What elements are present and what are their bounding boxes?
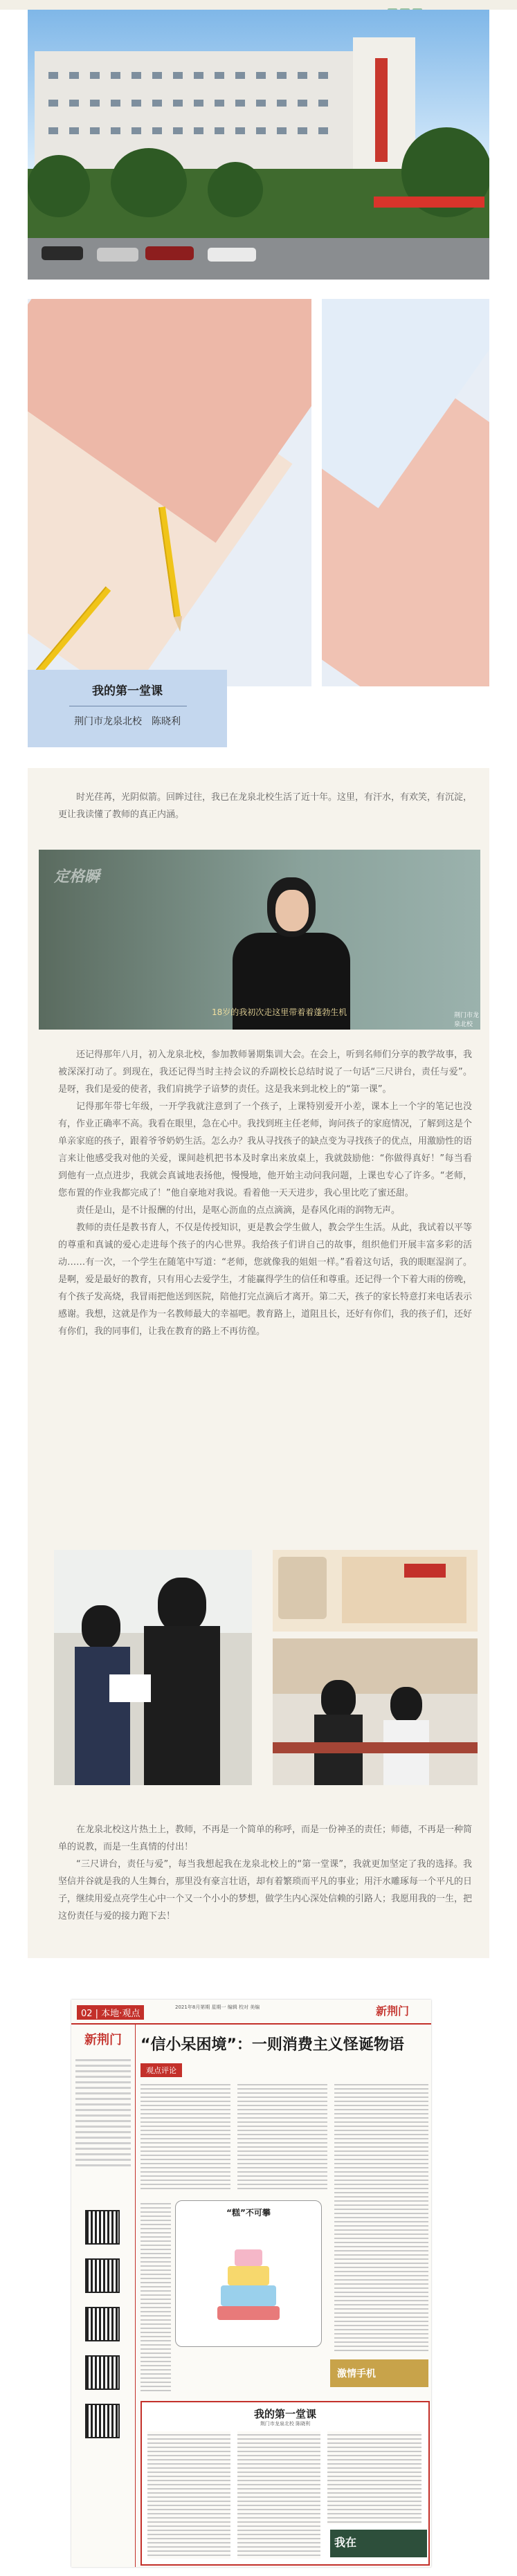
body-text — [58, 1046, 472, 1340]
poster-photo — [273, 1550, 478, 1632]
article-title: 我的第一堂课 — [92, 684, 163, 698]
ad-text: 激情手机 — [337, 2368, 376, 2379]
newspaper-date: 2021年8月第期 星期一 编辑 校对 美编 — [175, 2004, 260, 2010]
video-caption: 18岁的我初次走这里带着着蓬勃生机 — [212, 1007, 347, 1017]
bottom-ad-text: 我在 — [334, 2536, 357, 2549]
closing-paragraph: 在龙泉北校这片热土上，教师，不再是一个简单的称呼，而是一份神圣的责任；师德，不再是一种简单的说教，而是一生真情的付出！ — [58, 1825, 473, 1852]
body-paragraph: 责任是山，是不计报酬的付出，是呕心沥血的点点滴滴，是春风化雨的润物无声。 — [76, 1205, 401, 1216]
article-byline: 荆门市龙泉北校 陈晓利 — [74, 716, 181, 727]
reprinted-article-title: 我的第一堂课 — [253, 2408, 316, 2420]
text-column — [327, 2431, 421, 2524]
hallway-photo — [273, 1638, 478, 1785]
body-paragraph: 记得那年带七年级，一开学我就注意到了一个孩子，上课特别爱开小差，课本上一个字的笔记也没有，作业正确率不高。我看在眼里，急在心中。我找到班主任老师，询问孩子的家庭情况，了解到这是个单亲家庭的孩子，跟着爷爷奶奶生活。怎么办？我从寻找孩子的缺点变为寻找孩子的优点，用激励性的语言来让他感受我对他的关爱，课间趁机把书本及时拿出来放桌上，我就鼓励他：“你做得真好！”每当看到他有一点点进步，我就会真诚地表扬他，慢慢地，他开始主动问我问题，上课也专心了许多。“老师，您布置的作业我都完成了！”他自豪地对我说。看着他一天天进步，我心里比吃了蜜还甜。 — [58, 1102, 473, 1198]
teacher-student-photo — [54, 1550, 252, 1785]
text-column — [237, 2431, 320, 2559]
cake-icon — [217, 2249, 280, 2326]
closing-text — [58, 1821, 472, 1925]
top-strip — [0, 0, 517, 10]
newspaper-page — [71, 2000, 431, 2567]
closing-paragraph: “三尺讲台，责任与爱”，每当我想起我在龙泉北校上的“第一堂课”，我就更加坚定了我的选择。我坚信并谷就是我的人生舞台，那里没有豪言壮语，却有着繁琐而平凡的事业；用汗水雕琢每一个平凡的日子，继续用爱点亮学生心中一个又一个小小的梦想，做学生内心深处信赖的引路人；我愿用我的一生，把这份责任与爱的接力跑下去！ — [58, 1859, 473, 1921]
qr-code-icon — [87, 2211, 118, 2243]
red-banner — [374, 197, 484, 208]
newspaper-brand: 新荆门 — [376, 2004, 410, 2018]
video-logo: 荆门市龙泉北校 — [454, 1012, 480, 1028]
text-column — [334, 2081, 428, 2351]
text-column — [140, 2081, 230, 2192]
newspaper-section: 02 | 本地·观点 — [77, 2005, 144, 2020]
newspaper-headline: “信小呆困境”：一则消费主义怪诞物语 — [140, 2036, 404, 2054]
newspaper-sidebar — [71, 2025, 136, 2567]
pencil-paper-image-right — [322, 299, 489, 686]
classroom-video-still — [39, 850, 480, 1030]
photo-collage — [54, 1550, 478, 1785]
text-column — [147, 2431, 230, 2559]
cartoon-title: “糕”不可攀 — [226, 2208, 271, 2218]
newspaper-header — [71, 2000, 431, 2025]
qr-code-icon — [87, 2308, 118, 2340]
body-paragraph: 教师的责任是教书育人，不仅是传授知识，更是教会学生做人，教会学生生活。从此，我试着以平等的尊重和真诚的爱心走进每个孩子的内心世界。我给孩子们讲自己的故事，组织他们开展丰富多彩的活动……有一次，一个学生在随笔中写道：“老师，您就像我的姐姐一样。”看着这句话，我的眼眶湿润了。是啊，爱是最好的教育，只有用心去爱学生，才能赢得学生的信任和尊重。还记得一个下着大雨的傍晚，有个孩子发高烧，我冒雨把他送到医院，陪他打完点滴后才离开。第二天，孩子的家长特意打来电话表示感谢。我想，这就是作为一名教师最大的幸福吧。教育路上，道阻且长，还好有你们，我的孩子们，还好有你们，我的同事们，让我在教育的路上不再彷徨。 — [58, 1223, 473, 1337]
road — [28, 238, 489, 280]
qr-code-icon — [87, 2405, 118, 2437]
cartoon-illustration — [175, 2200, 322, 2347]
body-paragraph: 还记得那年八月，初入龙泉北校，参加教师暑期集训大会。在会上，听到名师们分享的教学故事，我被深深打动了。到现在，我还记得当时主持会议的乔副校长总结时说了一句话“三尺讲台，责任与爱”。是呀，我们是爱的使者，我们肩挑学子谙梦的责任。这是我来到北校上的“第一课”。 — [58, 1050, 473, 1095]
newspaper-tag: 观点评论 — [140, 2063, 182, 2077]
newspaper-ad — [330, 2359, 428, 2387]
article-title-box — [28, 670, 227, 747]
text-column — [237, 2081, 327, 2192]
qr-code-icon — [87, 2357, 118, 2388]
qr-code-icon — [87, 2260, 118, 2292]
bottom-ad — [330, 2530, 427, 2557]
video-watermark: 定格瞬 — [54, 868, 100, 886]
pencil-paper-image-left — [28, 299, 311, 686]
school-building-photo — [28, 10, 489, 280]
intro-paragraph: 时光荏苒，光阴似箭。回眸过往，我已在龙泉北校生活了近十年。这里，有汗水，有欢笑，有沉淀，更让我读懂了教师的真正内涵。 — [58, 792, 473, 820]
reprinted-article-byline: 荆门市龙泉北校 陈晓利 — [260, 2421, 311, 2427]
newspaper-side-logo: 新荆门 — [84, 2033, 122, 2047]
text-column — [140, 2200, 171, 2394]
